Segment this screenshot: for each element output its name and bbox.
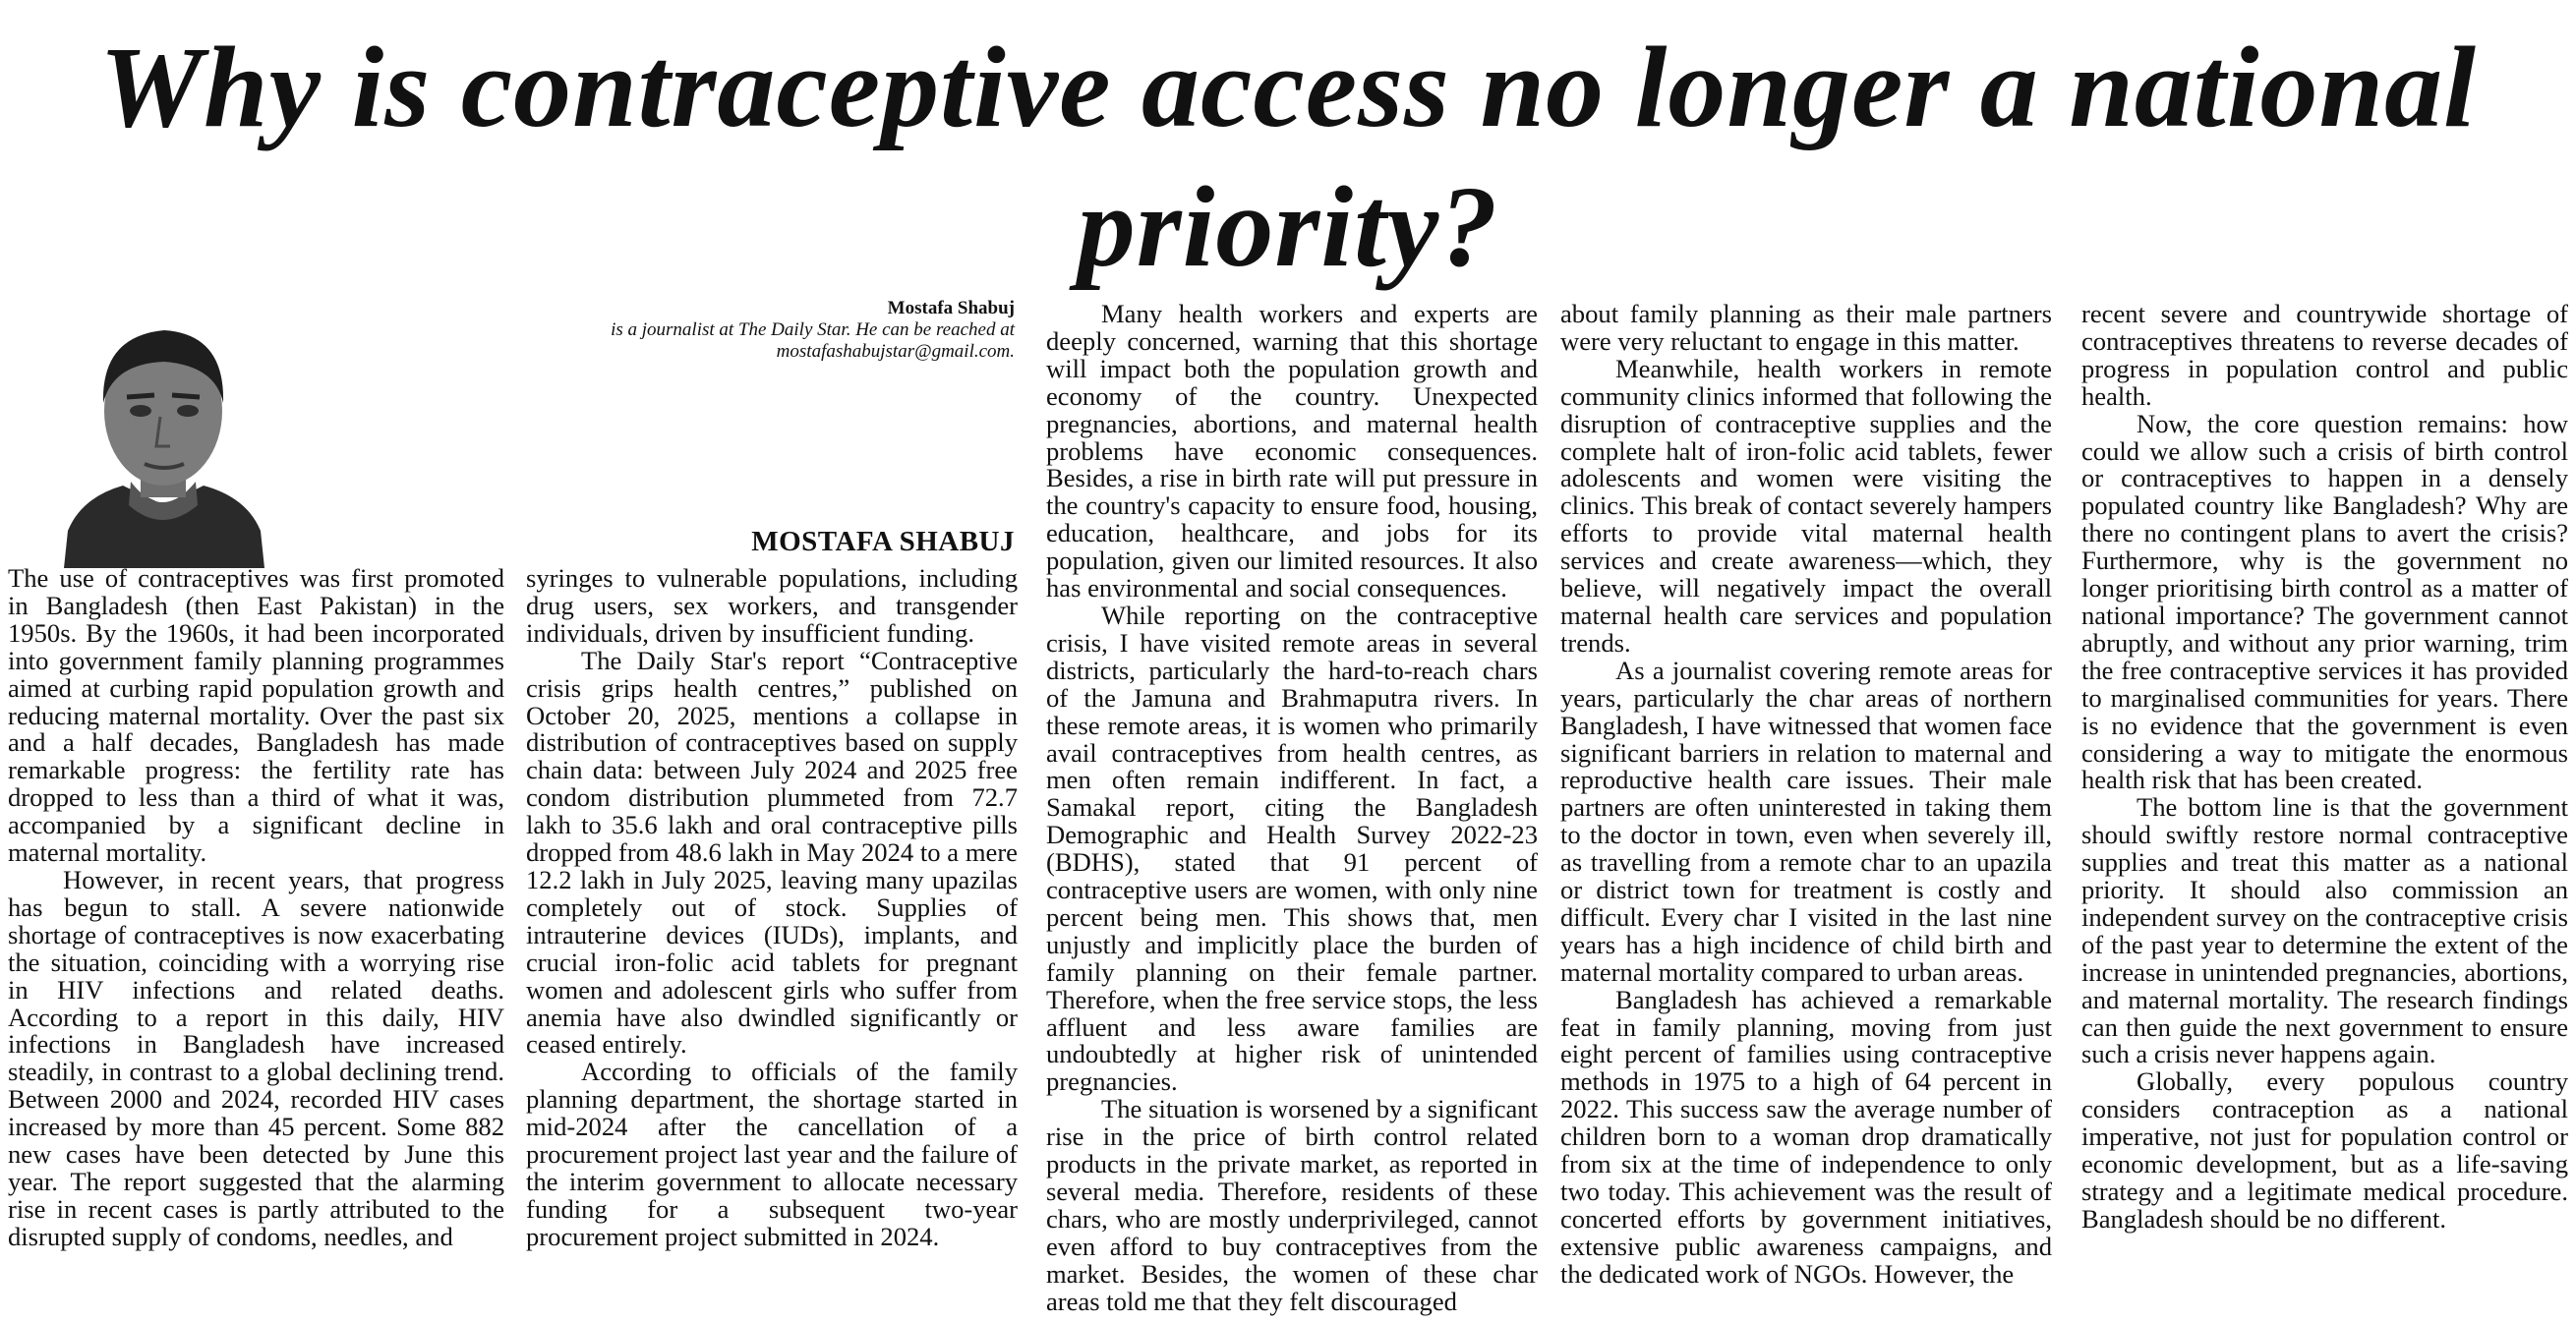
author-name: Mostafa Shabuj [887, 298, 1015, 318]
author-photo [54, 295, 270, 568]
author-signature: MOSTAFA SHABUJ [751, 526, 1015, 557]
paragraph: However, in recent years, that progress has begun to stall. A severe nationwide shortage of contraceptives is now exacerbating the situation, coinciding with a worrying rise in HIV infections and related deaths. According to a report in this daily, HIV infections in Bangladesh have increased steadily, in contrast to a global declining trend. Between 2000 and 2024, recorded HIV cases increased by more than 45 percent. Some 882 new cases have been detected by June this year. The report suggested that the alarming rise in recent cases is partly attributed to the disrupted supply of condoms, needles, and [8, 864, 504, 1251]
headline: Why is contraceptive access no longer a national priority? [99, 23, 2477, 291]
paragraph: The Daily Star's report “Contraceptive crisis grips health centres,” published on October 20, 2025, mentions a collapse in distribution of contraceptives based on supply chain data: between July 2024 and 2025 free condom distribution plummeted from 72.7 lakh to 35.6 lakh and oral contraceptive pills dropped from 48.6 lakh in May 2024 to a mere 12.2 lakh in July 2025, leaving many upazilas completely out of stock. Supplies of intrauterine devices (IUDs), implants, and crucial iron-folic acid tablets for pregnant women and adolescent girls who suffer from anemia have also dwindled significantly or ceased entirely. [526, 645, 1018, 1060]
paragraph: The bottom line is that the government should swiftly restore normal contraceptive supplies and treat this matter as a national priority. It should also commission an independent survey on the contraceptive crisis of the past year to determine the extent of the increase in unintended pregnancies, abortions, and maternal mortality. The research findings can then guide the next government to ensure such a crisis never happens again. [2081, 792, 2568, 1069]
paragraph: syringes to vulnerable populations, including drug users, sex workers, and transgender individuals, driven by insufficient funding. [526, 563, 1018, 648]
paragraph: Meanwhile, health workers in remote community clinics informed that following the disruption of contraceptive supplies and the complete halt of iron-folic acid tablets, fewer adolescents and women were visiting the clinics. This break of contact severely hampers efforts to provide vital maternal health services and create awareness—which, they believe, will negatively impact the overall maternal health care services and population trends. [1560, 353, 2052, 658]
paragraph: recent severe and countrywide shortage of contraceptives threatens to reverse decades of progress in population control and public health. [2081, 299, 2568, 411]
column-4 [1560, 301, 2052, 1289]
column-1 [8, 565, 504, 1251]
paragraph: As a journalist covering remote areas for years, particularly the char areas of northern Bangladesh, I have witnessed that women face significant barriers in relation to maternal and reproductive health care issues. Their male partners are often uninterested in taking them to the doctor in town, even when severely ill, as travelling from a remote char to an upazila or district town for treatment is costly and difficult. Every char I visited in the last nine years has a high incidence of child birth and maternal mortality compared to urban areas. [1560, 655, 2052, 987]
paragraph: While reporting on the contraceptive crisis, I have visited remote areas in several districts, particularly the hard-to-reach chars of the Jamuna and Brahmaputra rivers. In these remote areas, it is women who primarily avail contraceptives from health centres, as men often remain indifferent. In fact, a Samakal report, citing the Bangladesh Demographic and Health Survey 2022-23 (BDHS), stated that 91 percent of contraceptive users are women, with only nine percent being men. This shows that, men unjustly and implicitly place the burden of family planning on their female partner. Therefore, when the free service stops, the less affluent and less aware families are undoubtedly at higher risk of unintended pregnancies. [1046, 600, 1538, 1097]
column-2 [526, 565, 1018, 1251]
paragraph: Many health workers and experts are deeply concerned, warning that this shortage will impact both the population growth and economy of the country. Unexpected pregnancies, abortions, and maternal health problems have economic consequences. Besides, a rise in birth rate will put pressure in the country's capacity to ensure food, housing, education, healthcare, and jobs for its population, given our limited resources. It also has environmental and social consequences. [1046, 299, 1538, 604]
paragraph: The use of contraceptives was first promoted in Bangladesh (then East Pakistan) in the 1950s. By the 1960s, it had been incorporated into government family planning programmes aimed at curbing rapid population growth and reducing maternal mortality. Over the past six and a half decades, Bangladesh has made remarkable progress: the fertility rate has dropped to less than a third of what it was, accompanied by a significant decline in maternal mortality. [8, 563, 504, 868]
column-5 [2081, 301, 2568, 1234]
paragraph: Bangladesh has achieved a remarkable feat in family planning, moving from just eight percent of families using contraceptive methods in 1975 to a high of 64 percent in 2022. This success saw the average number of children born to a woman drop dramatically from six at the time of independence to only two today. This achievement was the result of concerted efforts by government initiatives, extensive public awareness campaigns, and the dedicated work of NGOs. However, the [1560, 984, 2052, 1289]
author-byline [393, 298, 1015, 363]
paragraph: Now, the core question remains: how could we allow such a crisis of birth control or contraceptives to happen in a densely populated country like Bangladesh? Why are there no contingent plans to avert the crisis? Furthermore, why is the government no longer prioritising birth control as a matter of national importance? The government cannot abruptly, and without any prior warning, trim the free contraceptive services it has provided to marginalised communities for years. There is no evidence that the government is even considering a way to mitigate the enormous health risk that has been created. [2081, 408, 2568, 795]
author-bio: is a journalist at The Daily Star. He can be reached at mostafashabujstar@gmail.com. [611, 319, 1015, 362]
paragraph: Globally, every populous country considers contraception as a national imperative, not just for population control or economic development, but as a life-saving strategy and a legitimate medical procedure. Bangladesh should be no different. [2081, 1066, 2568, 1234]
paragraph: about family planning as their male partners were very reluctant to engage in this matter. [1560, 299, 2052, 356]
paragraph: The situation is worsened by a significant rise in the price of birth control related products in the private market, as reported in several media. Therefore, residents of these chars, who are mostly underprivileged, cannot even afford to buy contraceptives from the market. Besides, the women of these char areas told me that they felt discouraged [1046, 1094, 1538, 1316]
paragraph: According to officials of the family planning department, the shortage started in mid-2024 after the cancellation of a procurement project last year and the failure of the interim government to allocate necessary funding for a subsequent two-year procurement project submitted in 2024. [526, 1057, 1018, 1251]
column-3 [1046, 301, 1538, 1316]
